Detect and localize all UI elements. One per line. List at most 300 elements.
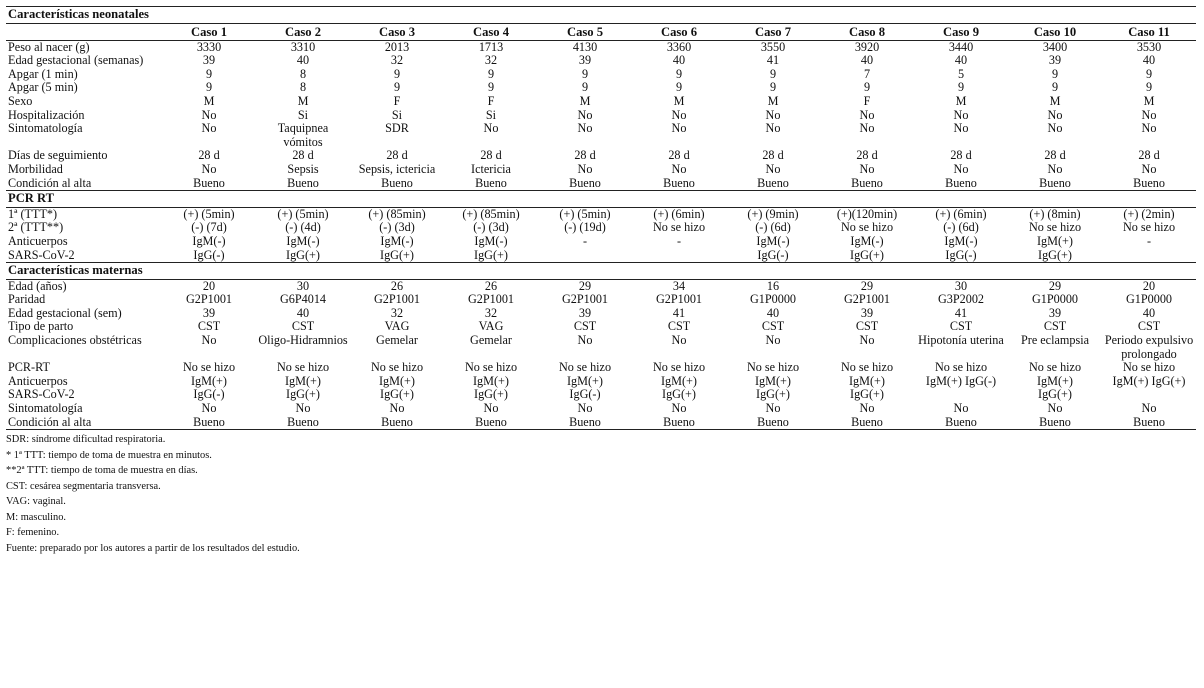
table-cell: 28 d — [950, 148, 972, 163]
table-cell: 28 d — [292, 148, 314, 163]
table-cell: 39 — [1048, 305, 1062, 320]
table-cell: CST — [1043, 319, 1067, 334]
table-cell: 40 — [954, 53, 968, 68]
case-column-header: Caso 8 — [820, 23, 914, 40]
table-cell: IgG(+) — [286, 247, 320, 262]
table-cell: M — [1049, 93, 1061, 108]
table-cell: Bueno — [475, 175, 507, 190]
table-cell: Bueno — [381, 175, 413, 190]
table-cell: 3310 — [290, 39, 316, 54]
table-cell: 2013 — [384, 39, 410, 54]
row-label: Hospitalización — [8, 107, 85, 122]
table-cell: IgG(+) — [850, 247, 884, 262]
table-cell: 28 d — [1044, 148, 1066, 163]
table-cell: 40 — [672, 53, 686, 68]
section-row — [6, 263, 1196, 280]
row-label: 2ª (TTT**) — [8, 220, 64, 235]
table-row — [6, 40, 1196, 54]
table-cell: - — [1146, 233, 1152, 248]
footnote: F: femenino. — [6, 527, 60, 539]
table-cell: IgG(+) — [474, 387, 508, 402]
table-cell: Bueno — [444, 416, 538, 430]
row-label: Peso al nacer (g) — [8, 39, 90, 54]
table-cell — [1102, 388, 1196, 402]
table-cell: IgG(+) — [756, 387, 790, 402]
table-cell: 9 — [769, 66, 777, 81]
table-cell: M — [673, 93, 685, 108]
table-cell: IgM(+) IgG(-) — [925, 373, 997, 388]
row-label: Paridad — [8, 292, 46, 307]
table-row — [6, 109, 1196, 123]
row-label: Sintomatología — [8, 401, 83, 416]
table-cell: VAG — [384, 319, 410, 334]
table-cell: (-) (19d) — [564, 220, 606, 235]
table-cell: 28 d — [856, 148, 878, 163]
table-cell: No — [953, 161, 969, 176]
table-cell: 9 — [581, 66, 589, 81]
table-cell: 9 — [1051, 80, 1059, 95]
table-cell: 34 — [672, 278, 686, 293]
table-cell: CST — [667, 319, 691, 334]
section-title: Características neonatales — [6, 7, 1196, 24]
column-header-row — [6, 23, 1196, 40]
table-row — [6, 68, 1196, 82]
table-cell: 41 — [766, 53, 780, 68]
table-cell: 3550 — [760, 39, 786, 54]
table-cell: F — [393, 93, 401, 108]
table-cell — [914, 388, 1008, 402]
table-cell: CST — [1137, 319, 1161, 334]
table-cell: No se hizo — [746, 360, 800, 375]
case-column-header: Caso 3 — [350, 23, 444, 40]
table-cell: G1P0000 — [1125, 292, 1173, 307]
table-cell: 9 — [393, 80, 401, 95]
table-cell: Bueno — [1039, 175, 1071, 190]
table-cell: No se hizo — [652, 220, 706, 235]
table-cell: 39 — [1048, 53, 1062, 68]
table-cell: No — [1047, 121, 1063, 136]
table-cell: M — [1143, 93, 1155, 108]
table-cell: (+) (6min) — [653, 206, 705, 221]
table-cell: Bueno — [632, 416, 726, 430]
table-cell: IgG(+) — [474, 247, 508, 262]
table-cell: IgM(-) — [192, 233, 226, 248]
table-cell: IgM(+) — [567, 373, 603, 388]
table-cell: 20 — [202, 278, 216, 293]
table-cell: No se hizo — [558, 360, 612, 375]
table-cell: 9 — [393, 66, 401, 81]
table-cell: No — [671, 107, 687, 122]
table-cell: 7 — [863, 66, 871, 81]
table-row — [6, 334, 1196, 361]
row-label: Sexo — [8, 93, 33, 108]
table-cell: (+) (9min) — [747, 206, 799, 221]
row-label: Edad gestacional (semanas) — [8, 53, 144, 68]
table-cell: G2P1001 — [373, 292, 421, 307]
table-cell: 28 d — [762, 148, 784, 163]
table-cell: No — [859, 161, 875, 176]
row-label: Apgar (1 min) — [8, 66, 78, 81]
case-column-header: Caso 7 — [726, 23, 820, 40]
row-label: Edad (años) — [8, 278, 67, 293]
table-cell: Periodo expulsivo prolongado — [1104, 333, 1194, 361]
table-cell: No — [1141, 161, 1157, 176]
table-cell: No se hizo — [1122, 360, 1176, 375]
table-row — [6, 320, 1196, 334]
table-cell: 9 — [957, 80, 965, 95]
table-row — [6, 163, 1196, 177]
table-cell: 29 — [578, 278, 592, 293]
case-column-header: Caso 2 — [256, 23, 350, 40]
table-cell: 39 — [860, 305, 874, 320]
table-cell: IgM(+) — [661, 373, 697, 388]
table-cell: CST — [949, 319, 973, 334]
table-cell: 28 d — [198, 148, 220, 163]
row-label: Complicaciones obstétricas — [8, 333, 142, 348]
table-cell: (+) (5min) — [559, 206, 611, 221]
table-cell: No — [671, 121, 687, 136]
table-cell: IgM(-) — [756, 233, 790, 248]
table-cell: No se hizo — [1122, 220, 1176, 235]
table-cell: No — [201, 401, 217, 416]
table-row — [6, 81, 1196, 95]
table-cell: No — [577, 333, 593, 348]
row-label: Días de seguimiento — [8, 148, 108, 163]
table-cell: IgM(-) — [850, 233, 884, 248]
footnote: CST: cesárea segmentaria transversa. — [6, 480, 161, 492]
table-cell: Pre eclampsia — [1020, 333, 1090, 348]
table-cell: No — [765, 333, 781, 348]
table-cell: 39 — [202, 53, 216, 68]
table-row — [6, 249, 1196, 263]
row-label: Condición al alta — [6, 416, 162, 430]
table-cell: No — [201, 333, 217, 348]
section-title: Características maternas — [6, 263, 1196, 280]
table-cell: IgG(+) — [1038, 387, 1072, 402]
table-cell: G2P1001 — [843, 292, 891, 307]
table-cell: Bueno — [569, 175, 601, 190]
table-cell — [1102, 249, 1196, 263]
table-row — [6, 149, 1196, 163]
table-cell: IgG(-) — [945, 247, 977, 262]
table-cell: No — [1047, 161, 1063, 176]
table-cell: No se hizo — [840, 220, 894, 235]
table-cell: 28 d — [668, 148, 690, 163]
row-label: 1ª (TTT*) — [8, 206, 58, 221]
header-corner — [6, 23, 162, 40]
table-cell: (+) (2min) — [1123, 206, 1175, 221]
table-row — [6, 221, 1196, 235]
footnote: M: masculino. — [6, 511, 67, 523]
table-cell: IgG(-) — [193, 247, 225, 262]
table-cell: G1P0000 — [1031, 292, 1079, 307]
table-cell: G2P1001 — [185, 292, 233, 307]
table-cell: 9 — [205, 66, 213, 81]
table-cell: Bueno — [1008, 416, 1102, 430]
table-cell: 30 — [954, 278, 968, 293]
table-cell: 28 d — [1138, 148, 1160, 163]
table-cell: 9 — [863, 80, 871, 95]
table-cell: 40 — [766, 305, 780, 320]
table-cell: 8 — [299, 66, 307, 81]
table-cell: Bueno — [851, 175, 883, 190]
case-column-header: Caso 9 — [914, 23, 1008, 40]
table-cell: CST — [761, 319, 785, 334]
table-cell: (-) (7d) — [191, 220, 227, 235]
row-label: Edad gestacional (sem) — [8, 305, 122, 320]
table-cell: 9 — [675, 80, 683, 95]
table-cell: No — [953, 107, 969, 122]
table-cell: Sepsis, ictericia — [358, 161, 436, 176]
table-cell: No — [1047, 107, 1063, 122]
table-cell: Bueno — [914, 416, 1008, 430]
table-cell: No — [859, 107, 875, 122]
table-cell: 9 — [769, 80, 777, 95]
table-row — [6, 279, 1196, 293]
footnote: **2ª TTT: tiempo de toma de muestra en días. — [6, 465, 198, 477]
table-cell: VAG — [478, 319, 504, 334]
table-cell: IgM(-) — [380, 233, 414, 248]
table-cell: 39 — [202, 305, 216, 320]
table-cell: No se hizo — [276, 360, 330, 375]
table-cell: Bueno — [256, 416, 350, 430]
table-cell: 29 — [1048, 278, 1062, 293]
table-cell: Sepsis — [287, 161, 319, 176]
table-cell: Oligo-Hidramnios — [258, 333, 348, 348]
table-cell: CST — [197, 319, 221, 334]
table-cell: - — [676, 233, 682, 248]
table-cell: IgG(+) — [286, 387, 320, 402]
table-cell: M — [297, 93, 309, 108]
table-cell: IgM(-) — [944, 233, 978, 248]
table-row — [6, 207, 1196, 221]
table-cell: Si — [485, 107, 497, 122]
table-cell: 9 — [675, 66, 683, 81]
table-cell: Bueno — [350, 416, 444, 430]
table-cell: 40 — [296, 53, 310, 68]
table-cell: No — [577, 161, 593, 176]
table-cell: No se hizo — [370, 360, 424, 375]
table-cell: 8 — [299, 80, 307, 95]
case-column-header: Caso 5 — [538, 23, 632, 40]
table-cell: CST — [855, 319, 879, 334]
table-cell: G2P1001 — [467, 292, 515, 307]
table-cell: F — [487, 93, 495, 108]
table-cell — [632, 249, 726, 263]
table-cell: No — [859, 401, 875, 416]
table-cell: No — [953, 401, 969, 416]
table-cell: No — [201, 121, 217, 136]
table-cell: No — [671, 161, 687, 176]
table-cell: G2P1001 — [655, 292, 703, 307]
table-cell: Bueno — [726, 416, 820, 430]
table-cell: No — [953, 121, 969, 136]
table-cell: 32 — [390, 53, 404, 68]
table-cell: 20 — [1142, 278, 1156, 293]
table-cell: No — [765, 107, 781, 122]
table-cell: 30 — [296, 278, 310, 293]
table-row — [6, 307, 1196, 321]
table-cell: Bueno — [1133, 175, 1165, 190]
table-cell: Gemelar — [470, 333, 512, 348]
table-cell: No — [577, 121, 593, 136]
table-cell: IgM(+) — [1037, 373, 1073, 388]
table-cell: Bueno — [162, 416, 256, 430]
table-cell: (+) (5min) — [183, 206, 235, 221]
table-cell: IgM(+) — [191, 373, 227, 388]
row-label: Anticuerpos — [8, 373, 68, 388]
table-cell: 3920 — [854, 39, 880, 54]
table-cell: No — [671, 333, 687, 348]
table-cell: Bueno — [1102, 416, 1196, 430]
table-cell: Bueno — [193, 175, 225, 190]
table-cell: (-) (3d) — [473, 220, 509, 235]
table-row — [6, 388, 1196, 402]
table-cell: 40 — [1142, 53, 1156, 68]
table-cell: No — [201, 161, 217, 176]
table-cell: 3330 — [196, 39, 222, 54]
table-cell: (-) (6d) — [755, 220, 791, 235]
table-cell: Bueno — [945, 175, 977, 190]
table-row — [6, 375, 1196, 389]
table-cell: No — [859, 333, 875, 348]
table-cell: 3400 — [1042, 39, 1068, 54]
table-cell: Gemelar — [376, 333, 418, 348]
table-cell: (+)(120min) — [836, 206, 898, 221]
table-cell: 40 — [1142, 305, 1156, 320]
case-column-header: Caso 1 — [162, 23, 256, 40]
table-cell: 28 d — [574, 148, 596, 163]
row-label: PCR-RT — [8, 360, 50, 375]
table-cell: No se hizo — [464, 360, 518, 375]
section-row — [6, 191, 1196, 208]
row-label: Condición al alta — [8, 175, 92, 190]
table-cell: (+) (5min) — [277, 206, 329, 221]
case-column-header: Caso 6 — [632, 23, 726, 40]
table-cell: M — [767, 93, 779, 108]
section-title: PCR RT — [6, 191, 1196, 208]
row-label: Morbilidad — [8, 161, 63, 176]
table-cell: IgM(-) — [286, 233, 320, 248]
footnote: * 1ª TTT: tiempo de toma de muestra en minutos. — [6, 449, 212, 461]
footnote: VAG: vaginal. — [6, 496, 66, 508]
table-cell: 9 — [1145, 80, 1153, 95]
table-cell: IgM(+) — [285, 373, 321, 388]
table-cell: IgG(-) — [757, 247, 789, 262]
table-cell: 1713 — [478, 39, 504, 54]
table-cell: IgM(+) — [473, 373, 509, 388]
table-cell: No — [859, 121, 875, 136]
table-cell: IgM(+) — [755, 373, 791, 388]
case-column-header: Caso 11 — [1102, 23, 1196, 40]
table-row — [6, 95, 1196, 109]
row-label: SARS-CoV-2 — [8, 387, 75, 402]
table-cell: M — [955, 93, 967, 108]
table-cell: Bueno — [538, 416, 632, 430]
row-label: Apgar (5 min) — [8, 80, 78, 95]
table-cell: 40 — [860, 53, 874, 68]
table-cell: 5 — [957, 66, 965, 81]
clinical-cases-table — [6, 6, 1196, 430]
case-column-header: Caso 4 — [444, 23, 538, 40]
table-footnotes — [6, 432, 1196, 556]
table-cell: No se hizo — [934, 360, 988, 375]
table-cell: No se hizo — [1028, 220, 1082, 235]
table-row — [6, 122, 1196, 149]
table-cell: No — [671, 401, 687, 416]
table-cell: IgG(+) — [850, 387, 884, 402]
table-cell: 16 — [766, 278, 780, 293]
table-cell: IgG(-) — [193, 387, 225, 402]
table-cell: 4130 — [572, 39, 598, 54]
table-cell: 9 — [581, 80, 589, 95]
footnote: SDR: síndrome dificultad respiratoria. — [6, 434, 166, 446]
table-cell: No se hizo — [1028, 360, 1082, 375]
table-cell: 9 — [1051, 66, 1059, 81]
table-cell: - — [582, 233, 588, 248]
table-cell: 40 — [296, 305, 310, 320]
table-cell: 32 — [484, 53, 498, 68]
table-cell: Hipotonía uterina — [918, 333, 1004, 348]
table-cell: Si — [297, 107, 309, 122]
table-cell: No se hizo — [840, 360, 894, 375]
footnote: Fuente: preparado por los autores a partir de los resultados del estudio. — [6, 542, 300, 554]
table-cell: No — [483, 401, 499, 416]
row-label: SARS-CoV-2 — [8, 247, 75, 262]
table-cell: 29 — [860, 278, 874, 293]
table-cell: 41 — [954, 305, 968, 320]
table-cell: 26 — [390, 278, 404, 293]
table-cell: (+) (8min) — [1029, 206, 1081, 221]
table-cell: IgG(-) — [569, 387, 601, 402]
table-cell: 28 d — [386, 148, 408, 163]
table-cell: 9 — [487, 80, 495, 95]
table-cell: IgM(+) — [849, 373, 885, 388]
table-cell: IgM(+) — [1037, 233, 1073, 248]
table-cell: 41 — [672, 305, 686, 320]
table-cell: M — [579, 93, 591, 108]
table-cell: CST — [291, 319, 315, 334]
table-cell: 28 d — [480, 148, 502, 163]
table-cell — [538, 249, 632, 263]
table-row — [6, 361, 1196, 375]
table-cell: (+) (85min) — [462, 206, 520, 221]
table-cell: IgG(+) — [380, 247, 414, 262]
table-cell: Si — [391, 107, 403, 122]
document — [6, 6, 1196, 556]
table-cell: Bueno — [757, 175, 789, 190]
table-cell: No — [765, 401, 781, 416]
table-cell: No se hizo — [652, 360, 706, 375]
table-cell: (-) (6d) — [943, 220, 979, 235]
table-cell: IgG(+) — [662, 387, 696, 402]
table-cell: G3P2002 — [937, 292, 985, 307]
table-cell: No — [389, 401, 405, 416]
table-cell: No — [765, 121, 781, 136]
table-cell: IgM(+) — [379, 373, 415, 388]
table-cell: 3530 — [1136, 39, 1162, 54]
table-cell: (-) (3d) — [379, 220, 415, 235]
table-cell: No — [1047, 401, 1063, 416]
section-row — [6, 7, 1196, 24]
table-cell: Bueno — [820, 416, 914, 430]
table-cell: 32 — [484, 305, 498, 320]
row-label: Tipo de parto — [8, 319, 74, 334]
table-row — [6, 293, 1196, 307]
table-cell: 3360 — [666, 39, 692, 54]
table-cell: 39 — [578, 305, 592, 320]
table-cell: SDR — [385, 121, 409, 136]
